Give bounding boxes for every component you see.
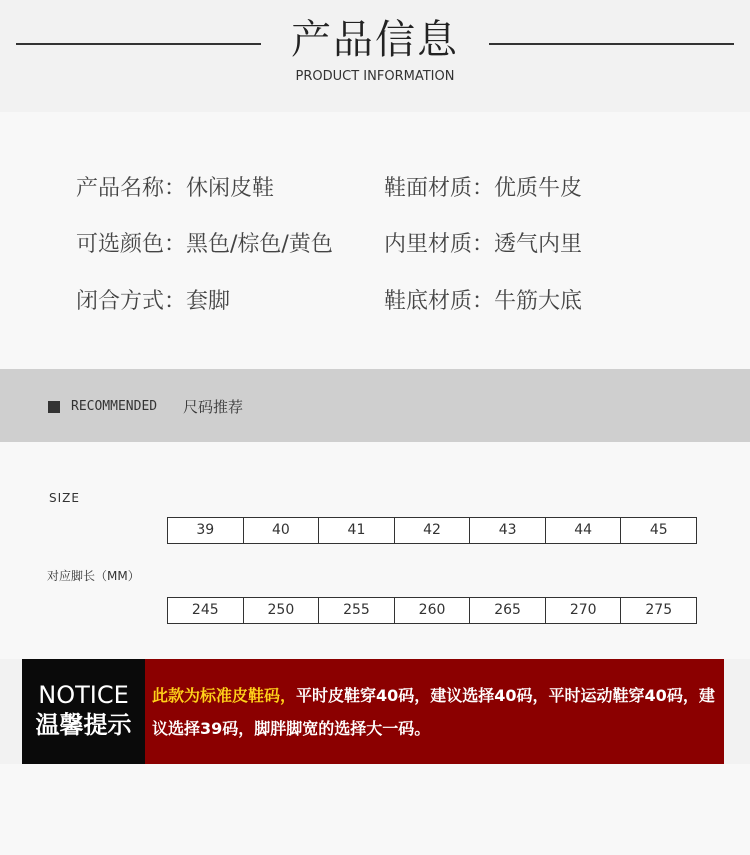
notice-label-block [22, 659, 145, 764]
info-row-closure [76, 287, 230, 317]
info-value: 套脚 [186, 289, 231, 314]
recommended-label-cn: 尺码推荐 [183, 398, 244, 416]
info-label: 鞋底材质： [384, 289, 495, 314]
size-cell: 41 [319, 518, 395, 543]
product-info-section [0, 112, 750, 369]
info-value: 休闲皮鞋 [186, 176, 275, 201]
size-cell: 44 [546, 518, 622, 543]
notice-title-cn: 温馨提示 [35, 711, 132, 739]
square-bullet-icon [48, 401, 60, 413]
size-cell: 39 [168, 518, 244, 543]
size-row [167, 517, 697, 544]
foot-length-cell: 260 [395, 598, 471, 623]
foot-length-cell: 250 [244, 598, 320, 623]
info-value: 黑色/棕色/黄色 [186, 232, 333, 257]
info-value: 优质牛皮 [494, 176, 583, 201]
foot-length-cell: 245 [168, 598, 244, 623]
page-subtitle: PRODUCT INFORMATION [295, 69, 455, 84]
info-row-colors [76, 230, 333, 260]
notice-message [152, 679, 717, 745]
footer-blank [0, 764, 750, 855]
notice-banner [22, 659, 724, 764]
info-value: 牛筋大底 [494, 289, 583, 314]
notice-body: 平时皮鞋穿40码，建议选择40码，平时运动鞋穿40码，建议选择39码，脚胖脚宽的选择大一码。 [152, 686, 715, 738]
info-label: 鞋面材质： [384, 176, 495, 201]
size-cell: 40 [244, 518, 320, 543]
foot-length-cell: 265 [470, 598, 546, 623]
foot-length-cell: 255 [319, 598, 395, 623]
info-label: 内里材质： [384, 232, 495, 257]
foot-length-cell: 275 [645, 602, 673, 618]
recommended-label-en: RECOMMENDED [71, 399, 158, 414]
info-row-upper-material [384, 174, 582, 204]
notice-highlight: 此款为标准皮鞋码， [152, 686, 297, 705]
size-cell: 45 [649, 522, 668, 538]
info-label: 产品名称： [76, 176, 187, 201]
info-row-lining [384, 230, 582, 260]
size-chart-section [0, 442, 750, 659]
foot-length-cell: 270 [546, 598, 622, 623]
header-section [0, 0, 750, 112]
notice-title-en: NOTICE [38, 681, 129, 709]
page-title: 产品信息 [291, 17, 459, 63]
info-value: 透气内里 [494, 232, 583, 257]
info-row-product-name [76, 174, 274, 204]
info-label: 可选颜色： [76, 232, 187, 257]
info-row-sole [384, 287, 582, 317]
size-cell: 43 [470, 518, 546, 543]
size-label: SIZE [49, 491, 80, 505]
info-label: 闭合方式： [76, 289, 187, 314]
recommended-bar [0, 369, 750, 442]
foot-length-row [167, 597, 697, 624]
size-cell: 42 [395, 518, 471, 543]
foot-length-label: 对应脚长（MM） [47, 569, 140, 583]
